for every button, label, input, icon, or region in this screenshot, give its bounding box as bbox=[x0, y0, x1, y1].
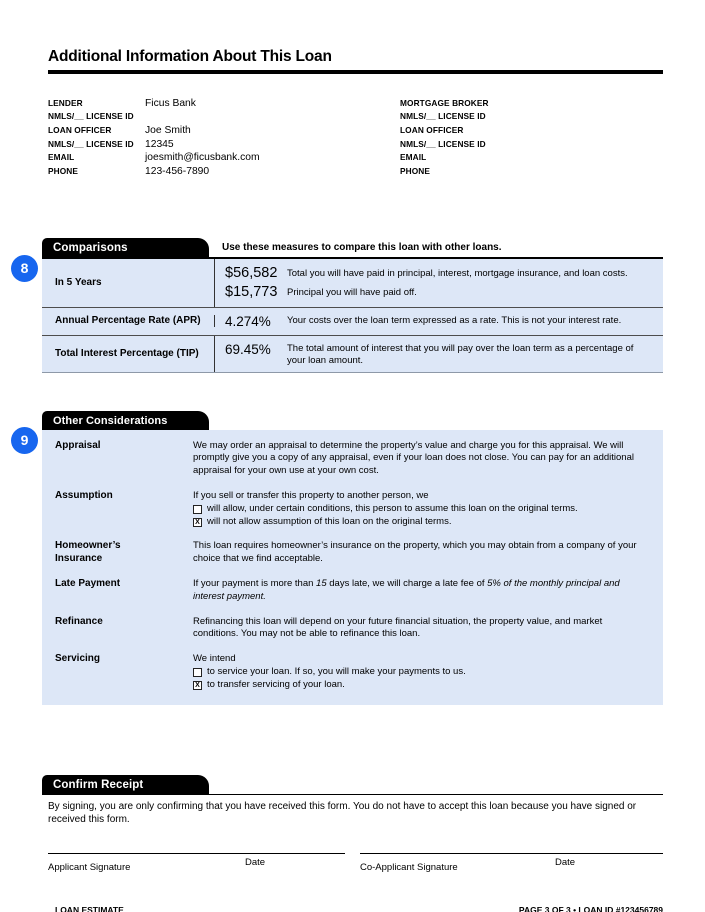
signature-area bbox=[48, 853, 663, 875]
option-label: will not allow assumption of this loan on the original terms. bbox=[207, 515, 452, 527]
confirm-receipt-header bbox=[42, 775, 663, 795]
broker-contact-column bbox=[400, 98, 663, 180]
table-row bbox=[42, 307, 663, 335]
value-description: Your costs over the loan term expressed as a rate. This is not your interest rate. bbox=[287, 315, 622, 327]
homeowners-insurance-text: This loan requires homeowner’s insurance on the property, which you may obtain from a company of your choice that we find acceptable. bbox=[193, 540, 637, 565]
row-label: Appraisal bbox=[55, 439, 101, 451]
row-label: Servicing bbox=[55, 653, 101, 665]
refinance-text: Refinancing this loan will depend on your future financial situation, the property value, and market conditions. You may not be able to refinance this loan. bbox=[193, 615, 603, 640]
checkbox-unchecked-icon[interactable] bbox=[193, 668, 202, 677]
contact-label: LOAN OFFICER bbox=[48, 124, 112, 135]
contact-label: NMLS/__ LICENSE ID bbox=[48, 138, 134, 149]
row-label: Refinance bbox=[55, 615, 103, 627]
lender-name: Ficus Bank bbox=[145, 97, 196, 109]
homeowners-insurance-row bbox=[42, 540, 663, 566]
checkbox-checked-icon[interactable]: X bbox=[193, 681, 202, 690]
page-footer bbox=[55, 905, 663, 912]
annotation-badge-8[interactable]: 8 bbox=[11, 255, 38, 282]
text-segment-italic: 5% of the monthly principal and interest payment. bbox=[193, 578, 620, 602]
contact-row bbox=[48, 166, 400, 180]
text-segment: days late, we will charge a late fee of bbox=[326, 578, 488, 589]
contact-label: NMLS/__ LICENSE ID bbox=[400, 111, 486, 122]
confirm-receipt-tab: Confirm Receipt bbox=[42, 775, 209, 794]
row-label: Late Payment bbox=[55, 578, 121, 589]
servicing-option bbox=[193, 666, 649, 679]
contact-row bbox=[400, 152, 663, 166]
contact-row bbox=[400, 125, 663, 139]
option-label: to transfer servicing of your loan. bbox=[207, 678, 345, 690]
contact-label: EMAIL bbox=[400, 152, 427, 163]
servicing-option bbox=[193, 679, 649, 692]
other-considerations-section bbox=[20, 411, 663, 705]
comparisons-note: Use these measures to compare this loan with other loans. bbox=[222, 241, 502, 253]
other-considerations-body bbox=[42, 430, 663, 705]
contact-label: EMAIL bbox=[48, 152, 75, 163]
servicing-text bbox=[193, 653, 663, 691]
comparisons-section bbox=[20, 238, 663, 373]
contact-label: MORTGAGE BROKER bbox=[400, 97, 489, 108]
applicant-signature-field[interactable] bbox=[48, 853, 345, 875]
servicing-intro: We intend bbox=[193, 653, 236, 665]
row-values bbox=[215, 308, 663, 335]
contact-label: NMLS/__ LICENSE ID bbox=[48, 111, 134, 122]
value-description: The total amount of interest that you will pay over the loan term as a percentage of your loan amount. bbox=[287, 342, 634, 366]
loan-officer-email: joesmith@ficusbank.com bbox=[145, 152, 260, 164]
refinance-row bbox=[42, 616, 663, 642]
table-row bbox=[42, 259, 663, 307]
value-description: Total you will have paid in principal, interest, mortgage insurance, and loan costs. bbox=[287, 267, 628, 279]
contact-row bbox=[48, 125, 400, 139]
apr-value: 4.274% bbox=[225, 313, 271, 329]
row-values bbox=[215, 336, 663, 372]
confirm-receipt-section bbox=[42, 775, 663, 826]
assumption-row bbox=[42, 490, 663, 528]
option-label: will allow, under certain conditions, this person to assume this loan on the original terms. bbox=[207, 502, 578, 514]
assumption-text bbox=[193, 490, 663, 528]
contact-row bbox=[400, 98, 663, 112]
loan-officer-phone: 123-456-7890 bbox=[145, 165, 210, 177]
contact-label: PHONE bbox=[400, 165, 431, 176]
value-line bbox=[225, 283, 653, 302]
comparisons-header bbox=[42, 238, 663, 259]
option-label: to service your loan. If so, you will make your payments to us. bbox=[207, 665, 466, 677]
title-rule bbox=[48, 70, 663, 74]
contact-row bbox=[400, 111, 663, 125]
appraisal-text: We may order an appraisal to determine the property’s value and charge you for this appraisal. We will promptly give you a copy of any appraisal, even if your loan does not close. You can pay for an additional appraisal for your own use at your own cost. bbox=[193, 439, 634, 477]
signature-label: Applicant Signature bbox=[48, 861, 131, 873]
checkbox-unchecked-icon[interactable] bbox=[193, 505, 202, 514]
contact-label: LENDER bbox=[48, 97, 83, 108]
annotation-badge-9[interactable]: 9 bbox=[11, 427, 38, 454]
contact-label: PHONE bbox=[48, 165, 79, 176]
contact-row bbox=[48, 152, 400, 166]
text-segment: If your payment is more than bbox=[193, 578, 317, 589]
contact-info bbox=[48, 98, 663, 180]
confirm-receipt-text: By signing, you are only confirming that you have received this form. You do not have to accept this loan because you have signed or received this form. bbox=[48, 800, 637, 825]
signature-label: Co-Applicant Signature bbox=[360, 861, 458, 873]
tip-value: 69.45% bbox=[225, 341, 271, 357]
comparisons-table bbox=[42, 259, 663, 373]
appraisal-row bbox=[42, 440, 663, 478]
loan-officer-nmls-id: 12345 bbox=[145, 138, 174, 150]
in-5-years-total: $56,582 bbox=[225, 264, 278, 281]
row-label: Homeowner’s Insurance bbox=[55, 540, 121, 564]
checkbox-checked-icon[interactable]: X bbox=[193, 518, 202, 527]
row-label: Assumption bbox=[55, 490, 113, 502]
contact-label: LOAN OFFICER bbox=[400, 124, 464, 135]
value-line bbox=[225, 264, 653, 283]
contact-row bbox=[400, 139, 663, 153]
value-description: Principal you will have paid off. bbox=[287, 286, 417, 298]
date-label: Date bbox=[245, 856, 266, 868]
comparisons-tab: Comparisons bbox=[42, 238, 209, 257]
in-5-years-principal: $15,773 bbox=[225, 283, 278, 300]
row-label: Annual Percentage Rate (APR) bbox=[42, 315, 215, 327]
late-payment-row bbox=[42, 578, 663, 604]
servicing-row bbox=[42, 653, 663, 691]
page-title: Additional Information About This Loan bbox=[48, 48, 332, 65]
contact-row bbox=[48, 111, 400, 125]
row-label: In 5 Years bbox=[42, 259, 215, 307]
loan-officer-name: Joe Smith bbox=[145, 124, 191, 136]
contact-row bbox=[400, 166, 663, 180]
contact-row bbox=[48, 139, 400, 153]
footer-form-name: LOAN ESTIMATE bbox=[55, 904, 124, 912]
lender-contact-column bbox=[48, 98, 400, 180]
footer-page-loan-id: PAGE 3 OF 3 • LOAN ID #123456789 bbox=[518, 904, 663, 912]
late-payment-text bbox=[193, 578, 663, 604]
other-considerations-tab: Other Considerations bbox=[42, 411, 209, 430]
other-considerations-header bbox=[42, 411, 663, 430]
co-applicant-signature-field[interactable] bbox=[360, 853, 663, 875]
assumption-intro: If you sell or transfer this property to another person, we bbox=[193, 490, 429, 502]
text-segment-italic: 15 bbox=[316, 578, 327, 589]
table-row bbox=[42, 335, 663, 372]
row-values bbox=[215, 259, 663, 307]
assumption-option bbox=[193, 516, 649, 529]
assumption-option bbox=[193, 503, 649, 516]
contact-row bbox=[48, 98, 400, 112]
contact-label: NMLS/__ LICENSE ID bbox=[400, 138, 486, 149]
date-label: Date bbox=[555, 856, 576, 868]
row-label: Total Interest Percentage (TIP) bbox=[42, 336, 215, 372]
